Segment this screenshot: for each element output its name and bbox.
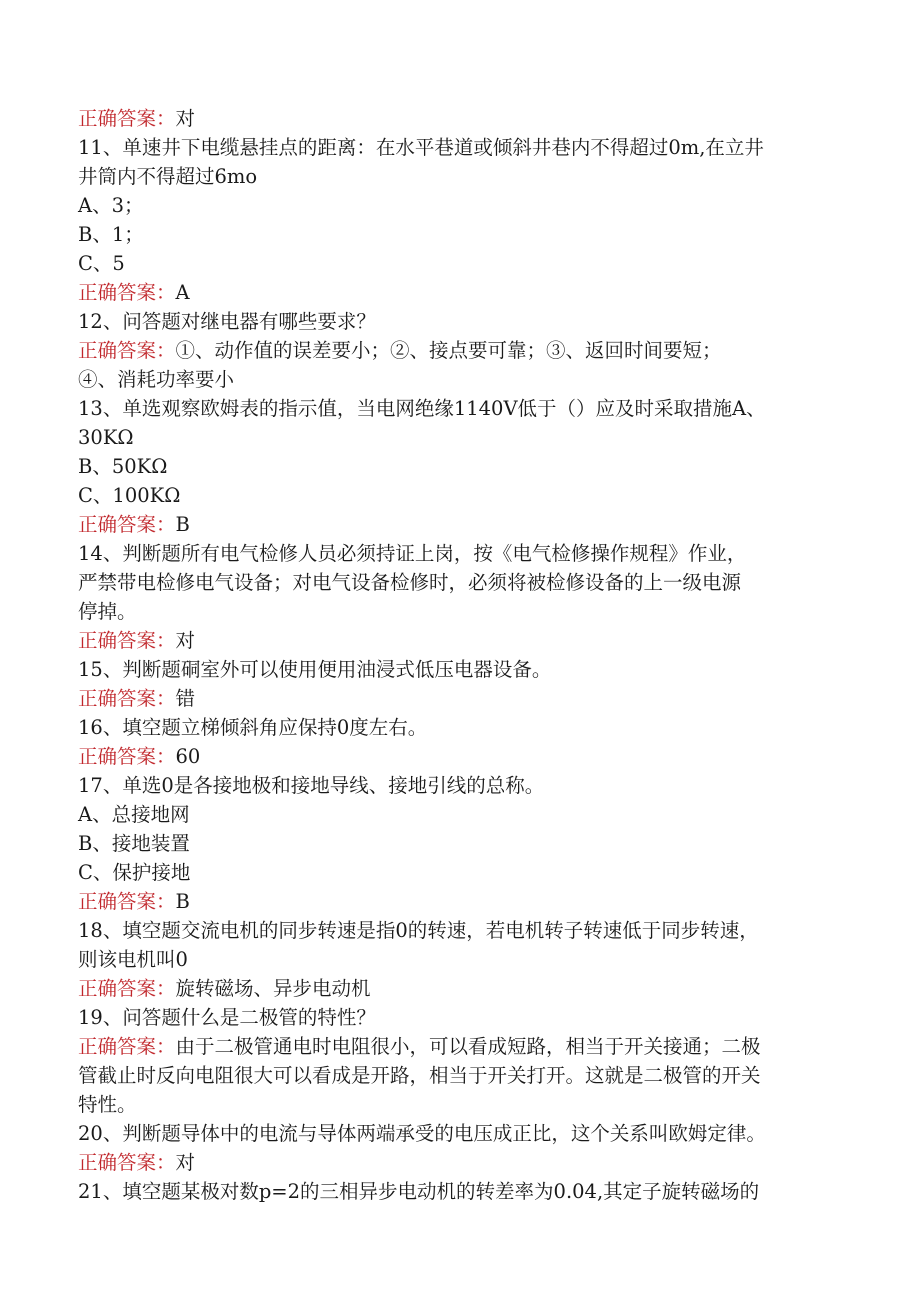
answer-line bbox=[78, 336, 858, 365]
text-line bbox=[78, 539, 858, 568]
text-line bbox=[78, 1177, 858, 1206]
line-text: C、保护接地 bbox=[78, 861, 191, 884]
answer-value: B bbox=[175, 890, 190, 913]
text-line bbox=[78, 858, 858, 887]
text-line bbox=[78, 423, 858, 452]
answer-line bbox=[78, 278, 858, 307]
answer-value: 旋转磁场、异步电动机 bbox=[175, 977, 371, 1000]
line-text: C、5 bbox=[78, 252, 125, 275]
line-text: 特性。 bbox=[78, 1093, 137, 1116]
text-line bbox=[78, 771, 858, 800]
answer-value: B bbox=[175, 513, 190, 536]
answer-line bbox=[78, 742, 858, 771]
answer-label: 正确答案： bbox=[78, 107, 176, 130]
answer-label: 正确答案： bbox=[78, 977, 176, 1000]
line-text: C、100KΩ bbox=[78, 484, 181, 507]
text-line bbox=[78, 162, 858, 191]
answer-value: 错 bbox=[175, 687, 196, 710]
text-line bbox=[78, 829, 858, 858]
answer-line bbox=[78, 974, 858, 1003]
answer-line bbox=[78, 1032, 858, 1061]
text-line bbox=[78, 365, 858, 394]
answer-label: 正确答案： bbox=[78, 339, 176, 362]
answer-label: 正确答案： bbox=[78, 281, 176, 304]
line-text: 15、判断题硐室外可以使用便用油浸式低压电器设备。 bbox=[78, 658, 552, 681]
text-line bbox=[78, 133, 858, 162]
text-line bbox=[78, 800, 858, 829]
line-text: 17、单选0是各接地极和接地导线、接地引线的总称。 bbox=[78, 774, 545, 797]
line-text: B、50KΩ bbox=[78, 455, 168, 478]
answer-line bbox=[78, 684, 858, 713]
answer-value: 对 bbox=[175, 107, 196, 130]
answer-label: 正确答案： bbox=[78, 687, 176, 710]
answer-value: 对 bbox=[175, 629, 196, 652]
line-text: A、总接地网 bbox=[78, 803, 190, 826]
line-text: 井筒内不得超过6mo bbox=[78, 165, 258, 188]
answer-line bbox=[78, 626, 858, 655]
answer-line bbox=[78, 1148, 858, 1177]
text-line bbox=[78, 191, 858, 220]
line-text: 13、单选观察欧姆表的指示值，当电网绝缘1140V低于（）应及时采取措施A、 bbox=[78, 397, 766, 420]
line-text: 30KΩ bbox=[78, 426, 134, 449]
text-line bbox=[78, 655, 858, 684]
answer-value: 60 bbox=[175, 745, 201, 768]
answer-label: 正确答案： bbox=[78, 1035, 176, 1058]
answer-label: 正确答案： bbox=[78, 890, 176, 913]
answer-line bbox=[78, 887, 858, 916]
line-text: 16、填空题立梯倾斜角应保持0度左右。 bbox=[78, 716, 428, 739]
answer-value: 对 bbox=[175, 1151, 196, 1174]
text-line bbox=[78, 452, 858, 481]
text-line bbox=[78, 249, 858, 278]
line-text: 停掉。 bbox=[78, 600, 137, 623]
text-line bbox=[78, 1119, 858, 1148]
text-line bbox=[78, 916, 858, 945]
answer-label: 正确答案： bbox=[78, 1151, 176, 1174]
line-text: B、接地装置 bbox=[78, 832, 190, 855]
line-text: 严禁带电检修电气设备；对电气设备检修时，必须将被检修设备的上一级电源 bbox=[78, 571, 742, 594]
answer-line bbox=[78, 104, 858, 133]
text-line bbox=[78, 945, 858, 974]
text-line bbox=[78, 1061, 858, 1090]
line-text: 21、填空题某极对数p=2的三相异步电动机的转差率为0.04,其定子旋转磁场的 bbox=[78, 1180, 760, 1203]
text-line bbox=[78, 597, 858, 626]
text-line bbox=[78, 307, 858, 336]
line-text: ④、消耗功率要小 bbox=[78, 368, 235, 391]
text-line bbox=[78, 1003, 858, 1032]
line-text: 19、问答题什么是二极管的特性？ bbox=[78, 1006, 376, 1029]
line-text: 12、问答题对继电器有哪些要求？ bbox=[78, 310, 376, 333]
text-line bbox=[78, 713, 858, 742]
line-text: B、1； bbox=[78, 223, 144, 246]
document-page bbox=[78, 104, 858, 1206]
text-line bbox=[78, 1090, 858, 1119]
text-line bbox=[78, 220, 858, 249]
line-text: 则该电机叫0 bbox=[78, 948, 188, 971]
text-line bbox=[78, 568, 858, 597]
line-text: 20、判断题导体中的电流与导体两端承受的电压成正比，这个关系叫欧姆定律。 bbox=[78, 1122, 766, 1145]
answer-label: 正确答案： bbox=[78, 745, 176, 768]
answer-label: 正确答案： bbox=[78, 629, 176, 652]
answer-value: 由于二极管通电时电阻很小，可以看成短路，相当于开关接通；二极 bbox=[175, 1035, 761, 1058]
text-line bbox=[78, 394, 858, 423]
line-text: A、3； bbox=[78, 194, 144, 217]
line-text: 管截止时反向电阻很大可以看成是开路，相当于开关打开。这就是二极管的开关 bbox=[78, 1064, 761, 1087]
answer-value: ①、动作值的误差要小；②、接点要可靠；③、返回时间要短； bbox=[175, 339, 722, 362]
answer-value: A bbox=[175, 281, 190, 304]
line-text: 11、单速井下电缆悬挂点的距离：在水平巷道或倾斜井巷内不得超过0m,在立井 bbox=[78, 136, 764, 159]
answer-label: 正确答案： bbox=[78, 513, 176, 536]
line-text: 18、填空题交流电机的同步转速是指0的转速，若电机转子转速低于同步转速， bbox=[78, 919, 759, 942]
text-line bbox=[78, 481, 858, 510]
line-text: 14、判断题所有电气检修人员必须持证上岗，按《电气检修操作规程》作业， bbox=[78, 542, 747, 565]
answer-line bbox=[78, 510, 858, 539]
